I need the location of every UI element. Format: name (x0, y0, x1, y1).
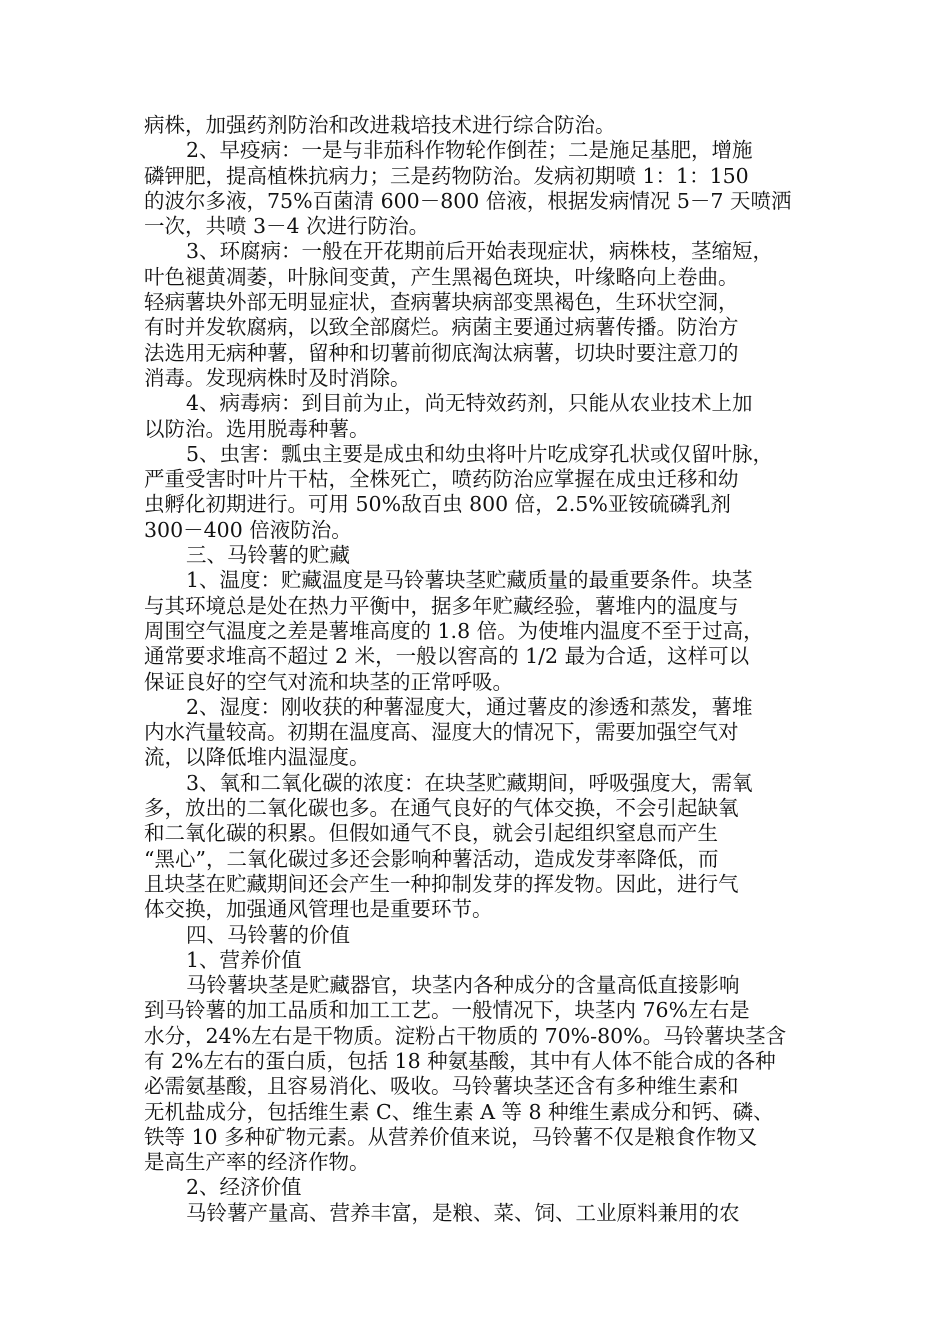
text-line: 铁等 10 多种矿物元素。从营养价值来说，马铃薯不仅是粮食作物又 (144, 1124, 758, 1149)
text-line: 体交换，加强通风管理也是重要环节。 (144, 897, 493, 922)
text-line: 流，以降低堆内温湿度。 (144, 745, 370, 770)
text-line: 磷钾肥，提高植株抗病力；三是药物防治。发病初期喷 1：1：150 (144, 163, 749, 188)
text-line: 1、温度：贮藏温度是马铃薯块茎贮藏质量的最重要条件。块茎 (186, 568, 753, 593)
text-line: 和二氧化碳的积累。但假如通气不良，就会引起组织窒息而产生 (144, 821, 718, 846)
text-line: 且块茎在贮藏期间还会产生一种抑制发芽的挥发物。因此，进行气 (144, 871, 739, 896)
text-line: 300－400 倍液防治。 (144, 517, 352, 542)
text-line: 是高生产率的经济作物。 (144, 1150, 370, 1175)
text-line: 3、环腐病：一般在开花期前后开始表现症状，病株枝，茎缩短， (186, 239, 774, 264)
text-line: 马铃薯产量高、营养丰富，是粮、菜、饲、工业原料兼用的农 (186, 1200, 740, 1225)
text-line: 马铃薯块茎是贮藏器官，块茎内各种成分的含量高低直接影响 (186, 973, 740, 998)
text-line: 法选用无病种薯，留种和切薯前彻底淘汰病薯，切块时要注意刀的 (144, 340, 739, 365)
text-line: 四、马铃薯的价值 (186, 922, 350, 947)
text-line: 4、病毒病：到目前为止，尚无特效药剂，只能从农业技术上加 (186, 391, 753, 416)
text-line: 水分，24%左右是干物质。淀粉占干物质的 70%-80%。马铃薯块茎含 (144, 1023, 787, 1048)
text-line: 虫孵化初期进行。可用 50%敌百虫 800 倍，2.5%亚铵硫磷乳剂 (144, 492, 731, 517)
text-line: “黑心”，二氧化碳过多还会影响种薯活动，造成发芽率降低，而 (144, 846, 719, 871)
text-line: 1、营养价值 (186, 947, 302, 972)
text-line: 一次，共喷 3－4 次进行防治。 (144, 214, 430, 239)
text-line: 周围空气温度之差是薯堆高度的 1.8 倍。为使堆内温度不至于过高， (144, 618, 764, 643)
text-line: 2、经济价值 (186, 1175, 302, 1200)
text-line: 严重受害时叶片干枯，全株死亡，喷药防治应掌握在成虫迁移和幼 (144, 467, 739, 492)
text-line: 叶色褪黄凋萎，叶脉间变黄，产生黑褐色斑块，叶缘略向上卷曲。 (144, 264, 739, 289)
text-line: 通常要求堆高不超过 2 米，一般以窖高的 1/2 最为合适，这样可以 (144, 644, 750, 669)
text-line: 与其环境总是处在热力平衡中，据多年贮藏经验，薯堆内的温度与 (144, 593, 739, 618)
text-line: 有 2%左右的蛋白质，包括 18 种氨基酸，其中有人体不能合成的各种 (144, 1048, 776, 1073)
text-line: 必需氨基酸，且容易消化、吸收。马铃薯块茎还含有多种维生素和 (144, 1074, 739, 1099)
document-page (144, 113, 834, 1226)
text-line: 的波尔多液，75%百菌清 600－800 倍液，根据发病情况 5－7 天喷洒 (144, 188, 792, 213)
text-line: 无机盐成分，包括维生素 C、维生素 A 等 8 种维生素成分和钙、磷、 (144, 1099, 774, 1124)
text-line: 内水汽量较高。初期在温度高、湿度大的情况下，需要加强空气对 (144, 720, 739, 745)
text-line: 到马铃薯的加工品质和加工工艺。一般情况下，块茎内 76%左右是 (144, 998, 750, 1023)
text-line: 以防治。选用脱毒种薯。 (144, 416, 370, 441)
text-line: 病株，加强药剂防治和改进栽培技术进行综合防治。 (144, 113, 616, 137)
text-line: 有时并发软腐病，以致全部腐烂。病菌主要通过病薯传播。防治方 (144, 315, 739, 340)
text-line: 多，放出的二氧化碳也多。在通气良好的气体交换，不会引起缺氧 (144, 796, 739, 821)
text-line: 5、虫害：瓢虫主要是成虫和幼虫将叶片吃成穿孔状或仅留叶脉， (186, 441, 774, 466)
text-line: 2、早疫病：一是与非茄科作物轮作倒茬；二是施足基肥，增施 (186, 138, 753, 163)
text-line: 消毒。发现病株时及时消除。 (144, 365, 411, 390)
text-line: 3、氧和二氧化碳的浓度：在块茎贮藏期间，呼吸强度大，需氧 (186, 770, 753, 795)
text-line: 2、湿度：刚收获的种薯湿度大，通过薯皮的渗透和蒸发，薯堆 (186, 694, 753, 719)
text-line: 轻病薯块外部无明显症状，查病薯块病部变黑褐色，生环状空洞， (144, 290, 739, 315)
text-line: 保证良好的空气对流和块茎的正常呼吸。 (144, 669, 513, 694)
text-line: 三、马铃薯的贮藏 (186, 543, 350, 568)
